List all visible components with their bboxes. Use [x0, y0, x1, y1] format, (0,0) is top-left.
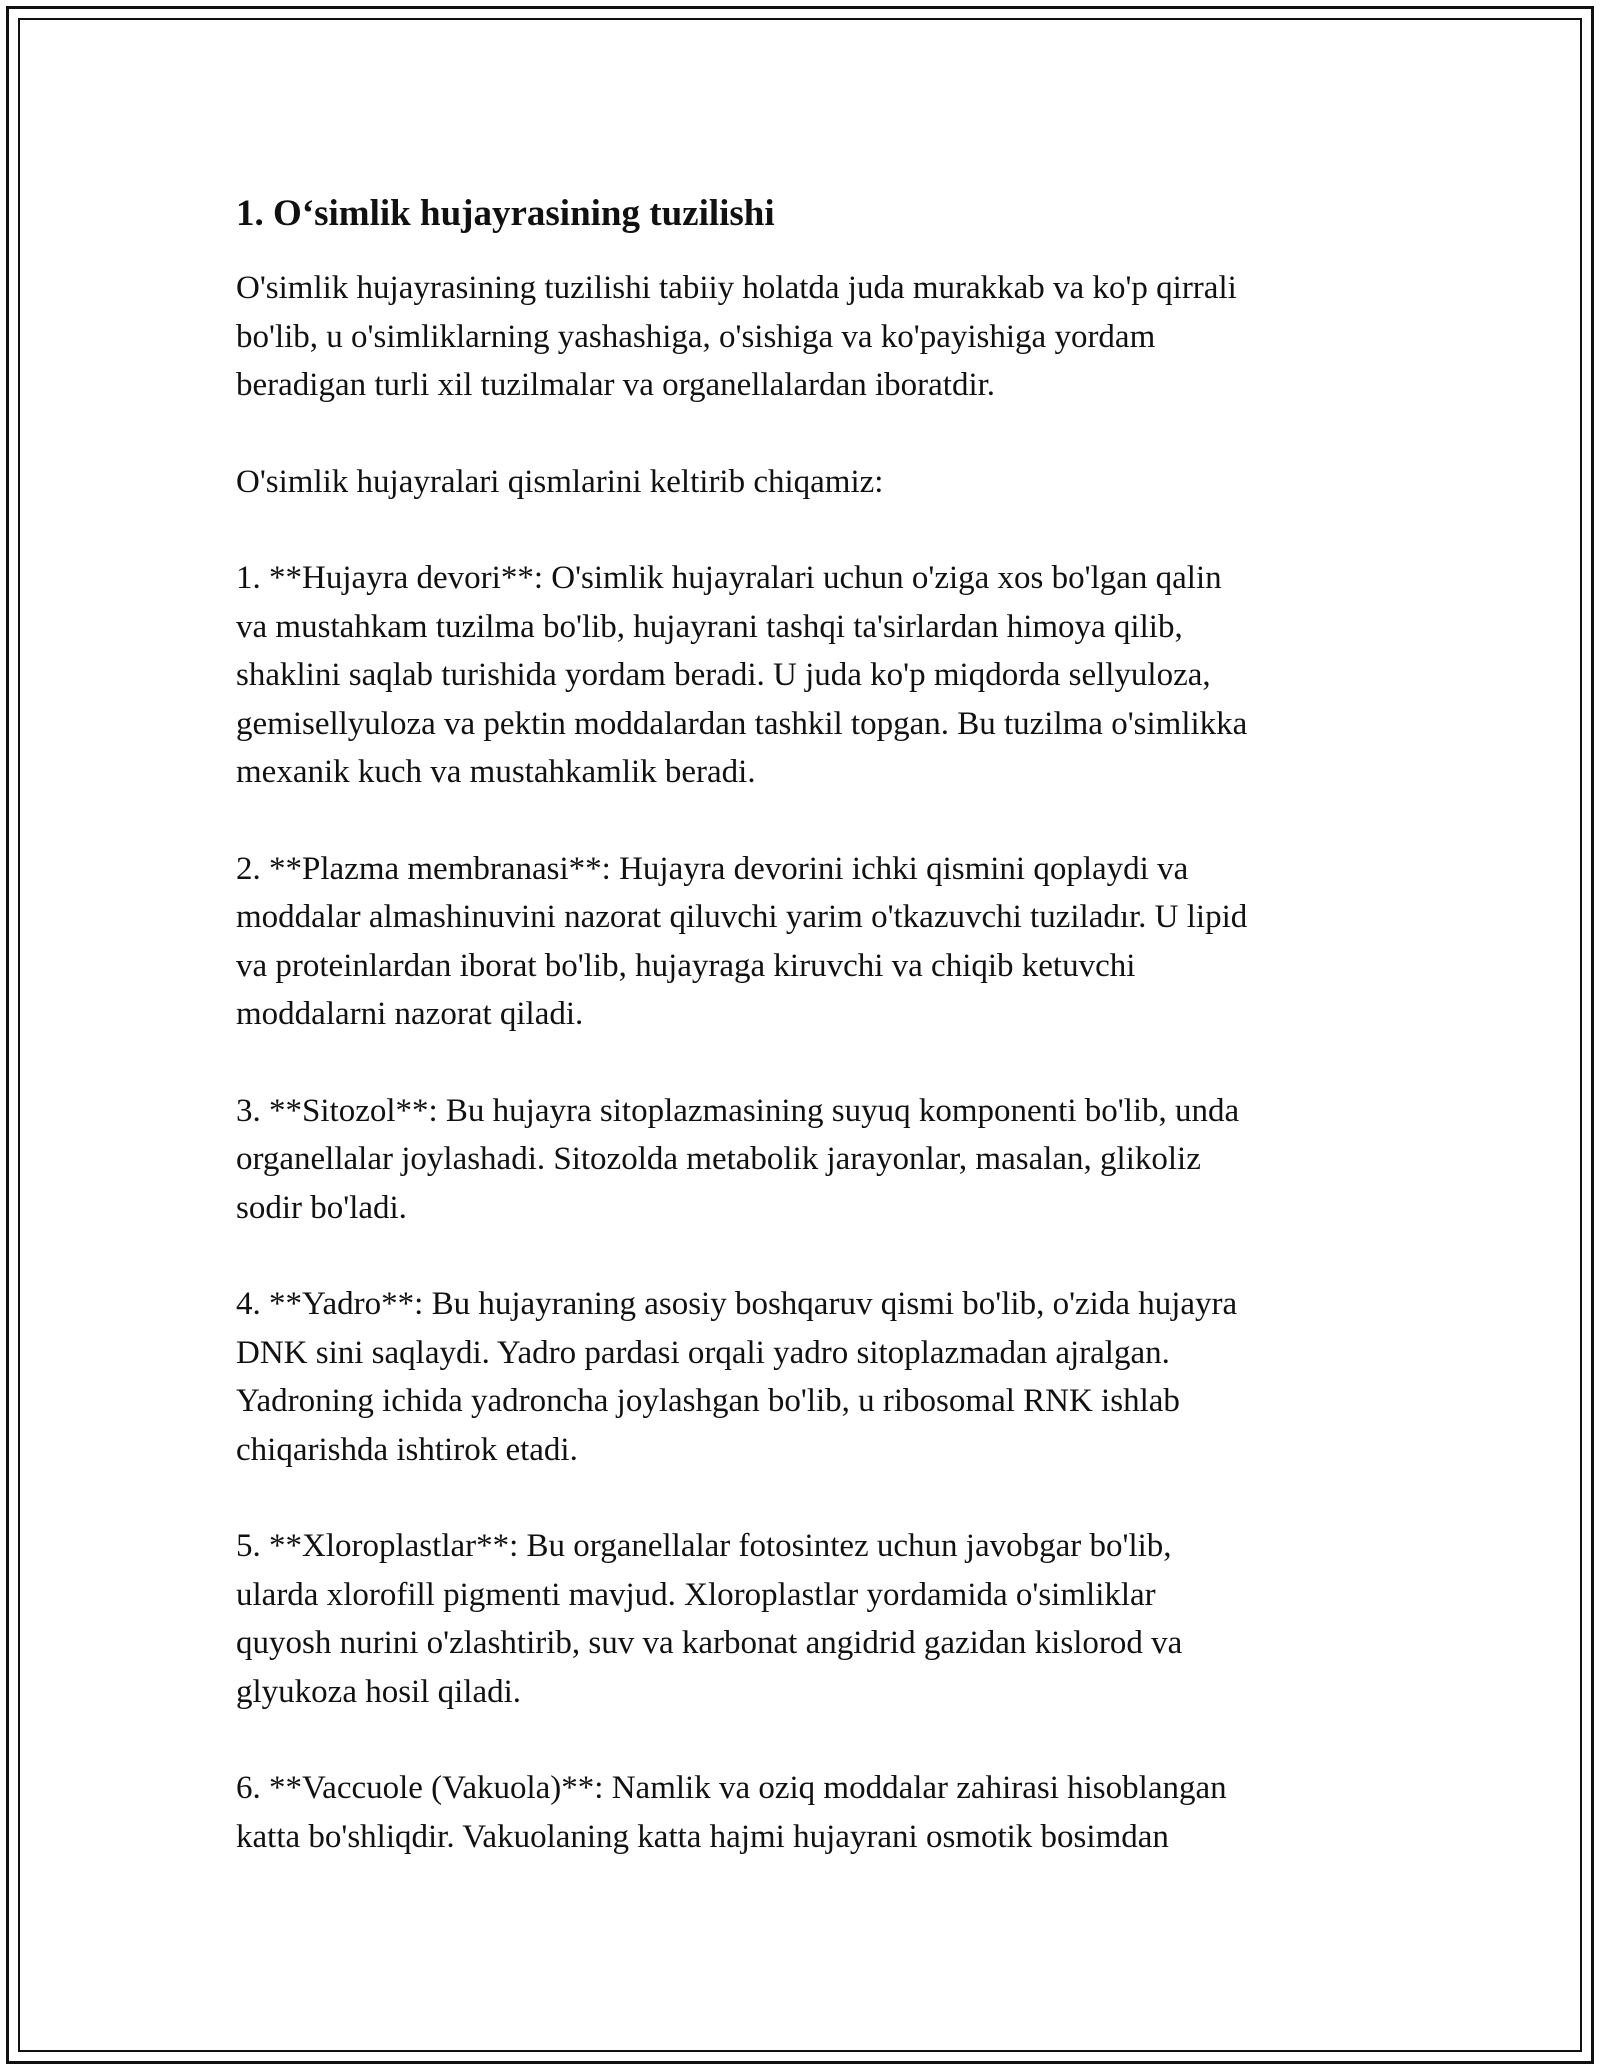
document-body	[236, 186, 1396, 1861]
list-item-nucleus: 4. **Yadro**: Bu hujayraning asosiy boshqaruv qismi bo'lib, o'zida hujayra DNK sini saqlaydi. Yadro pardasi orqali yadro sitoplazmadan ajralgan. Yadroning ichida yadroncha joylashgan bo'lib, u ribosomal RNK ishlab chiqarishda ishtirok etadi.	[236, 1286, 1238, 1468]
list-item-cell-wall: 1. **Hujayra devori**: O'simlik hujayralari uchun o'ziga xos bo'lgan qalin va mustahkam tuzilma bo'lib, hujayrani tashqi ta'sirlardan himoya qilib, shaklini saqlab turishida yordam beradi. U juda ko'p miqdorda sellyuloza, gemisellyuloza va pektin moddalardan tashkil topgan. Bu tuzilma o'simlikka mexanik kuch va mustahkamlik beradi.	[236, 560, 1248, 790]
intro-paragraph: O'simlik hujayrasining tuzilishi tabiiy holatda juda murakkab va ko'p qirrali bo'lib, u o'simliklarning yashashiga, o'sishiga va ko'payishiga yordam beradigan turli xil tuzilmalar va organellalardan iboratdir.	[236, 270, 1237, 403]
list-item-chloroplasts: 5. **Xloroplastlar**: Bu organellalar fotosintez uchun javobgar bo'lib, ularda xlorofill pigmenti mavjud. Xloroplastlar yordamida o'simliklar quyosh nurini o'zlashtirib, suv va karbonat angidrid gazidan kislorod va glyukoza hosil qiladi.	[236, 1528, 1183, 1710]
list-intro-paragraph: O'simlik hujayralari qismlarini keltirib chiqamiz:	[236, 463, 884, 500]
list-item-cytosol: 3. **Sitozol**: Bu hujayra sitoplazmasining suyuq komponenti bo'lib, unda organellalar joylashadi. Sitozolda metabolik jarayonlar, masalan, glikoliz sodir bo'ladi.	[236, 1092, 1240, 1226]
list-item-plasma-membrane: 2. **Plazma membranasi**: Hujayra devorini ichki qismini qoplaydi va moddalar almashinuvini nazorat qiluvchi yarim o'tkazuvchi tuziladır. U lipid va proteinlardan iborat bo'lib, hujayraga kiruvchi va chiqib ketuvchi moddalarni nazorat qiladi.	[236, 850, 1248, 1032]
section-heading: 1. O‘simlik hujayrasining tuzilishi	[236, 193, 775, 234]
list-item-vacuole: 6. **Vaccuole (Vakuola)**: Namlik va oziq moddalar zahirasi hisoblangan katta bo'shliqdir. Vakuolaning katta hajmi hujayrani osmotik bosimdan	[236, 1770, 1227, 1855]
